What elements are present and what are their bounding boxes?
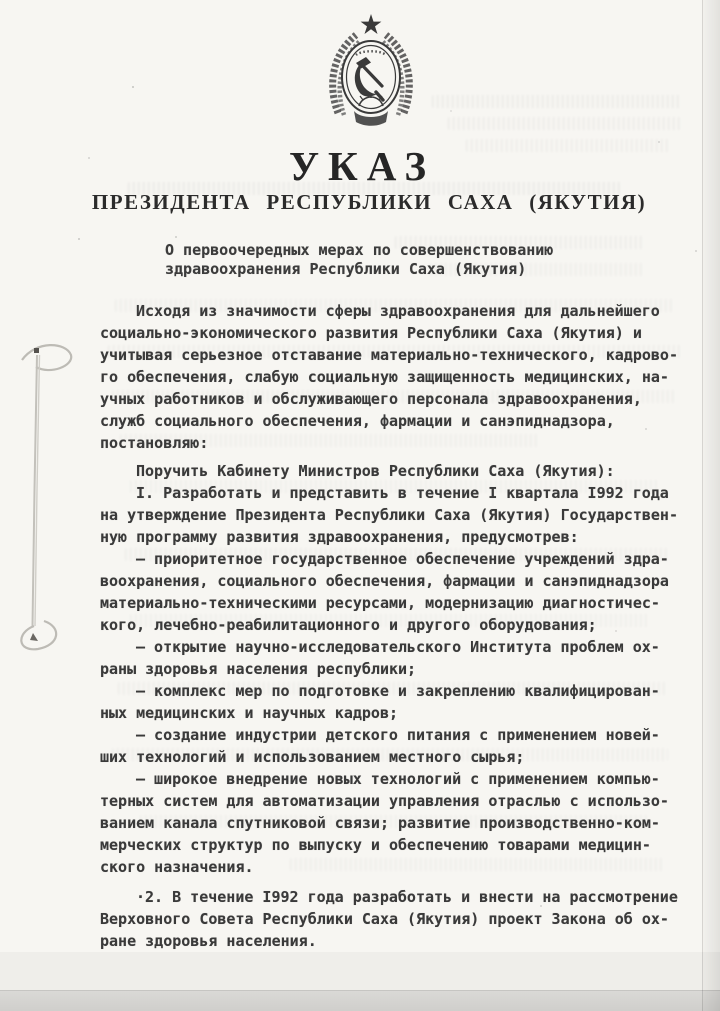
body-line: ванием канала спутниковой связи; развитие производственно-ком-: [100, 814, 660, 832]
body-line: ране здоровья населения.: [100, 932, 317, 950]
body-paragraph: [100, 548, 700, 636]
body-line: материально-техническими ресурсами, модернизацию диагностичес-: [100, 594, 660, 612]
soviet-coat-of-arms-icon: [316, 13, 426, 137]
body-line: – комплекс мер по подготовке и закреплению квалифицирован-: [136, 682, 660, 700]
binding-thread-icon: [8, 330, 88, 660]
decree-subject: [165, 241, 553, 279]
body-paragraph: [100, 886, 700, 952]
decree-type-label: УКАЗ: [288, 143, 436, 189]
body-line: терных систем для автоматизации управления отраслью с использо-: [100, 792, 669, 810]
scan-edge-band: [0, 952, 720, 990]
body-line: – приоритетное государственное обеспечение учреждений здра-: [136, 550, 669, 568]
body-line: на утверждение Президента Республики Саха (Якутия) Государствен-: [100, 506, 678, 524]
body-line: постановляю:: [100, 434, 209, 452]
body-line: ную программу развития здравоохранения, предусмотрев:: [100, 528, 579, 546]
decree-body: [100, 300, 700, 952]
body-line: служб социального обеспечения, фармации и санэпиднадзора,: [100, 412, 615, 430]
body-line: го обеспечения, слабую социальную защищенность медицинских, на-: [100, 368, 669, 386]
body-paragraph: [100, 680, 700, 724]
body-paragraph: [100, 724, 700, 768]
body-paragraph: [100, 482, 700, 548]
body-line: ных медицинских и научных кадров;: [100, 704, 399, 722]
body-line: ·2. В течение I992 года разработать и внести на рассмотрение: [136, 888, 678, 906]
body-paragraph: [100, 768, 700, 878]
bleedthrough-mark: [448, 117, 680, 130]
body-line: социально-экономического развития Республики Саха (Якутия) и: [100, 324, 642, 342]
body-line: – создание индустрии детского питания с применением новей-: [136, 726, 660, 744]
decree-issuer-line: ПРЕЗИДЕНТА РЕСПУБЛИКИ САХА (ЯКУТИЯ): [91, 190, 647, 214]
paper-edge-shadow: [702, 0, 720, 1011]
body-line: раны здоровья населения республики;: [100, 660, 417, 678]
body-line: Поручить Кабинету Министров Республики Саха (Якутия):: [136, 462, 615, 480]
body-line: ших технологий и использованием местного сырья;: [100, 748, 525, 766]
body-line: Верховного Совета Республики Саха (Якутия) проект Закона об ох-: [100, 910, 669, 928]
body-line: мерческих структур по выпуску и обеспечению товарами медицин-: [100, 836, 651, 854]
body-line: учитывая серьезное отставание материально-технического, кадрово-: [100, 346, 678, 364]
body-line: учных работников и обслуживающего персонала здравоохранения,: [100, 390, 642, 408]
scan-edge-band: [0, 990, 720, 1011]
body-paragraph: [100, 460, 700, 482]
body-line: кого, лечебно-реабилитационного и другого оборудования;: [100, 616, 597, 634]
body-line: ского назначения.: [100, 858, 254, 876]
bleedthrough-mark: [432, 95, 680, 108]
body-line: воохранения, социального обеспечения, фармации и санэпиднадзора: [100, 572, 669, 590]
body-line: – широкое внедрение новых технологий с применением компью-: [136, 770, 660, 788]
subject-line: здравоохранения Республики Саха (Якутия): [165, 260, 527, 278]
body-line: – открытие научно-исследовательского Института проблем ох-: [136, 638, 660, 656]
body-paragraph: [100, 636, 700, 680]
body-line: Исходя из значимости сферы здравоохранения для дальнейшего: [136, 302, 660, 320]
body-paragraph: [100, 300, 700, 454]
body-line: I. Разработать и представить в течение I квартала I992 года: [136, 484, 669, 502]
subject-line: О первоочередных мерах по совершенствованию: [165, 241, 554, 259]
